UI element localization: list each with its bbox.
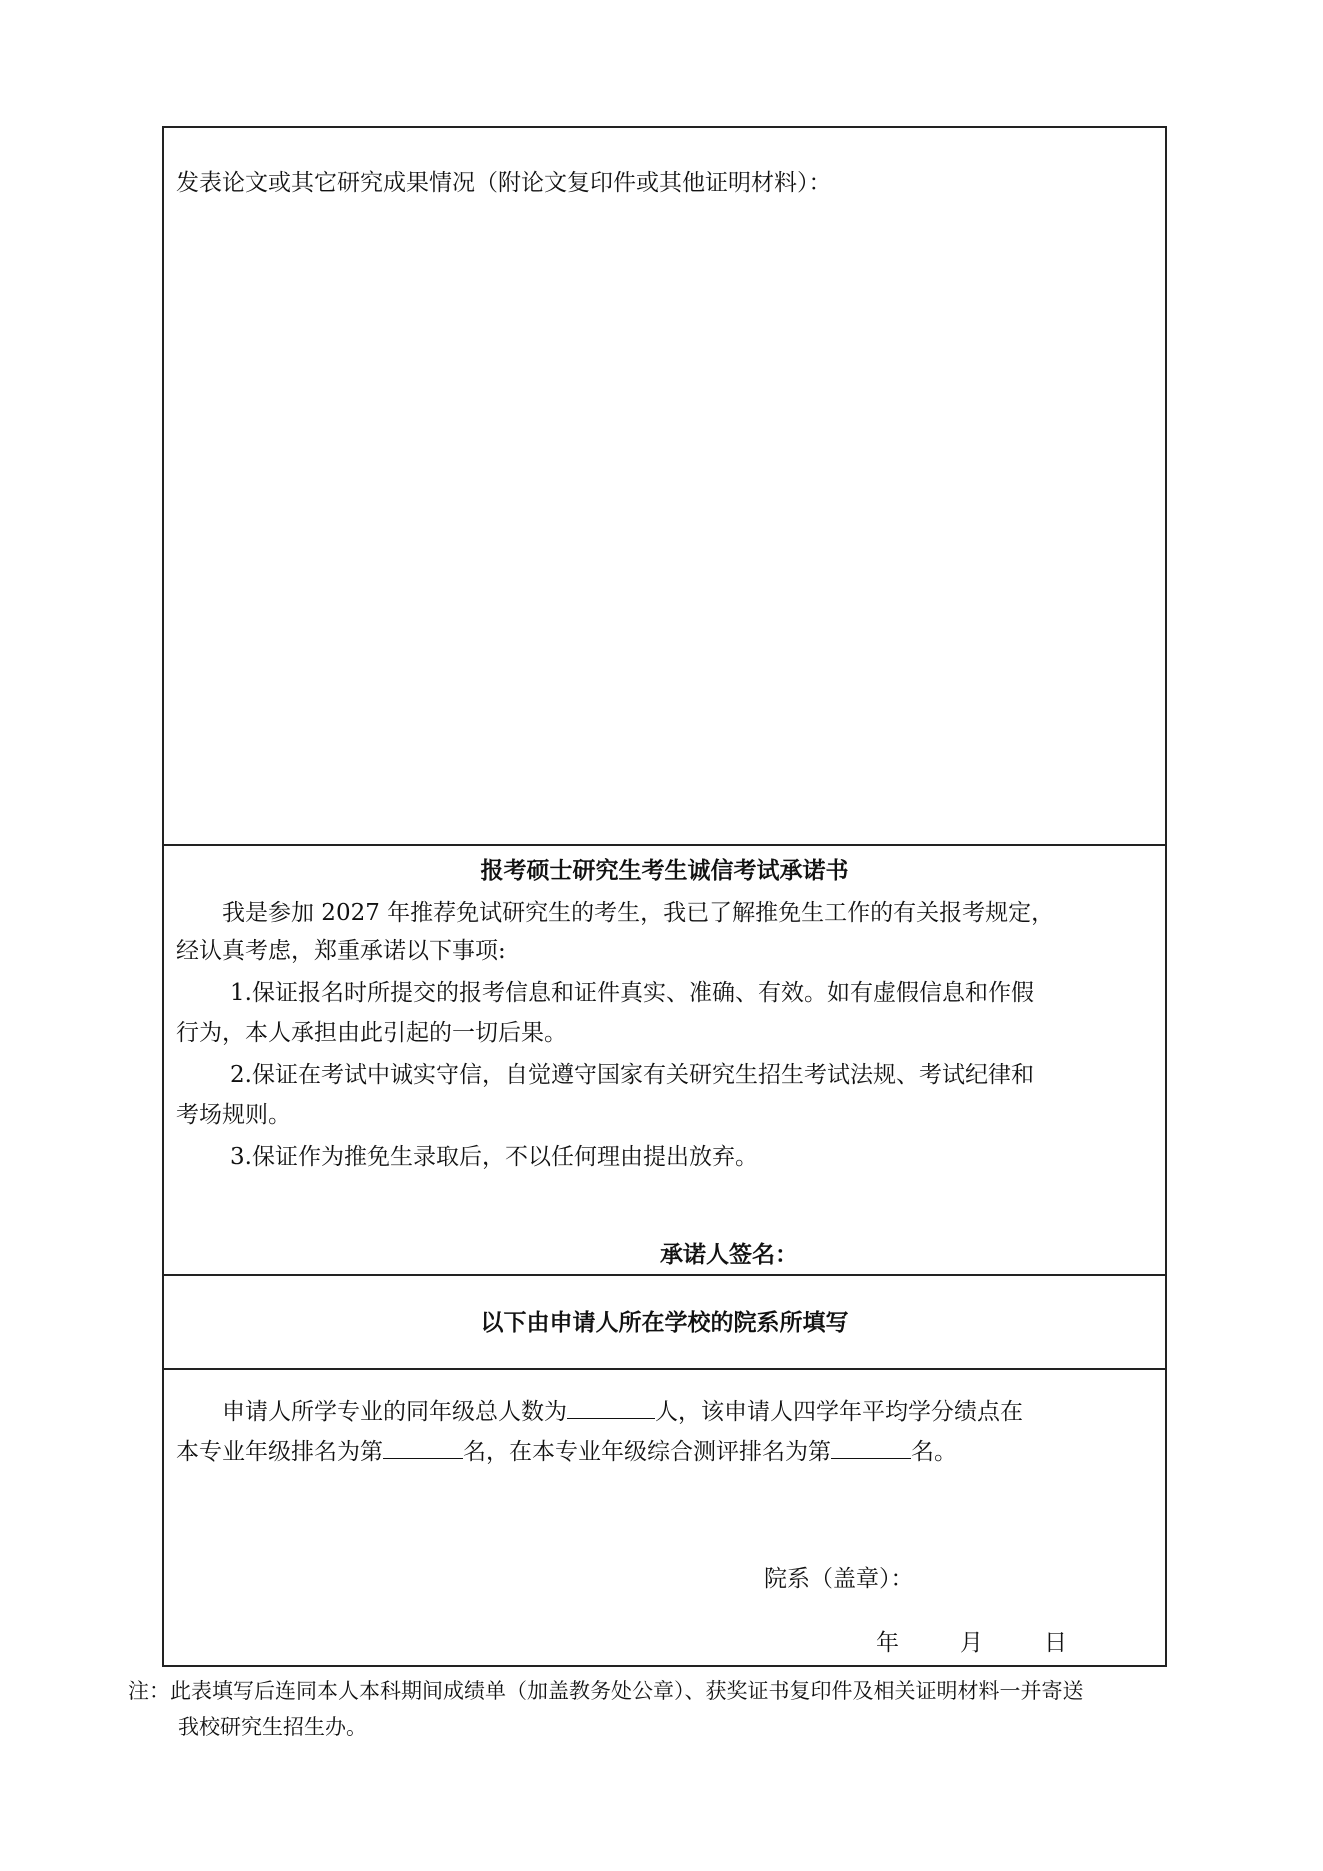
department-section-title: 以下由申请人所在学校的院系所填写: [480, 1310, 849, 1336]
pledge-item1-line1: 1.保证报名时所提交的报考信息和证件真实、准确、有效。如有虚假信息和作假: [230, 980, 1034, 1006]
pledge-item3: 3.保证作为推免生录取后，不以任何理由提出放弃。: [230, 1144, 758, 1170]
date-month-label: 月: [960, 1630, 983, 1656]
pledge-item2-line2: 考场规则。: [176, 1102, 291, 1128]
footnote-line2: 我校研究生招生办。: [178, 1715, 367, 1739]
date-year-label: 年: [876, 1630, 899, 1656]
department-seal-label: 院系（盖章）：: [764, 1566, 914, 1592]
department-line1-part1: 申请人所学专业的同年级总人数为: [222, 1399, 567, 1425]
department-line1-part2: 人，该申请人四学年平均学分绩点在: [655, 1399, 1023, 1425]
pledge-section: [164, 846, 1165, 1276]
department-title-section: [164, 1276, 1165, 1370]
overall-rank-blank[interactable]: [831, 1436, 911, 1459]
pledge-intro-line1: 我是参加 2027 年推荐免试研究生的考生，我已了解推免生工作的有关报考规定，: [222, 900, 1055, 926]
gpa-rank-blank[interactable]: [383, 1436, 463, 1459]
date-day-label: 日: [1044, 1630, 1067, 1656]
papers-section: [164, 128, 1165, 846]
department-section: [164, 1370, 1165, 1667]
department-line2-part1: 本专业年级排名为第: [176, 1439, 383, 1465]
footnote-line1: 注：此表填写后连同本人本科期间成绩单（加盖教务处公章）、获奖证书复印件及相关证明材料一并寄送: [128, 1679, 1084, 1703]
department-line2: [176, 1436, 957, 1467]
department-line1: [222, 1396, 1023, 1427]
signature-label: 承诺人签名：: [660, 1242, 798, 1268]
pledge-intro-line2: 经认真考虑，郑重承诺以下事项:: [176, 938, 506, 964]
application-form-table: [162, 126, 1167, 1667]
pledge-item1-line2: 行为，本人承担由此引起的一切后果。: [176, 1020, 567, 1046]
papers-label: 发表论文或其它研究成果情况（附论文复印件或其他证明材料）：: [176, 170, 832, 196]
department-line2-part3: 名。: [911, 1439, 957, 1465]
pledge-title: 报考硕士研究生考生诚信考试承诺书: [480, 858, 849, 884]
pledge-item2-line1: 2.保证在考试中诚实守信，自觉遵守国家有关研究生招生考试法规、考试纪律和: [230, 1062, 1034, 1088]
department-line2-part2: 名，在本专业年级综合测评排名为第: [463, 1439, 831, 1465]
total-students-blank[interactable]: [567, 1396, 655, 1419]
